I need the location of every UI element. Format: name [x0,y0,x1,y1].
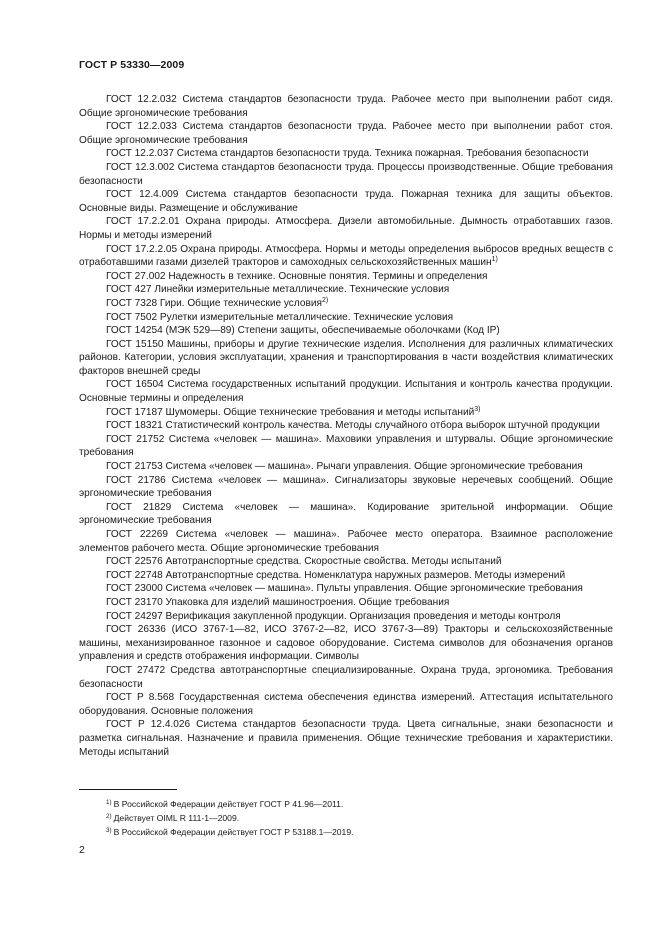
footnote-text: Действует OIML R 111-1—2009. [113,812,240,823]
reference-item [79,324,613,338]
footnote-item [106,826,353,840]
reference-item [79,569,613,583]
footnote-marker: 2) [321,296,329,304]
reference-text: ГОСТ 22269 Система «человек — машина». Рабочее место оператора. Взаимное расположение элементов рабочего места. Общие эргономические требования [79,529,613,554]
reference-text: ГОСТ 12.3.002 Система стандартов безопасности труда. Процессы производственные. Общие требования безопасности [79,161,613,187]
reference-item [79,311,613,325]
reference-item [79,188,613,215]
reference-text: ГОСТ 14254 (МЭК 529—89) Степени защиты, обеспечиваемые оболочками (Код IP) [106,325,500,337]
footnote-marker: 2) [106,812,112,820]
reference-item [79,528,613,555]
reference-text: ГОСТ 12.4.009 Система стандартов безопасности труда. Пожарная техника для защиты объектов. Основные виды. Размещение и обслуживание [79,189,613,214]
reference-text: ГОСТ 7502 Рулетки измерительные металлические. Технические условия [106,311,454,323]
reference-text: ГОСТ 23000 Система «человек — машина». Пульты управления. Общие эргономические требования [106,583,583,595]
reference-item [79,718,613,759]
reference-item [79,433,613,460]
reference-item [79,378,613,405]
reference-text: ГОСТ 427 Линейки измерительные металлические. Технические условия [106,284,450,296]
reference-text: ГОСТ 7328 Гири. Общие технические условия [106,297,322,309]
reference-item [79,582,613,596]
reference-item [79,338,613,379]
footnote-item [106,798,353,812]
reference-text: ГОСТ 12.2.032 Система стандартов безопасности труда. Рабочее место при выполнении работ сидя. Общие эргономические требования [79,94,613,119]
reference-item [79,120,613,147]
reference-text: ГОСТ 26336 (ИСО 3767-1—82, ИСО 3767-2—82, ИСО 3767-3—89) Тракторы и сельскохозяйственные машины, механизированное газонное и садовое оборудование. Система символов для обозначения органов управления и средств отображения информации. Символы [79,624,613,663]
reference-text: ГОСТ 21753 Система «человек — машина». Рычаги управления. Общие эргономические требования [106,461,583,473]
reference-text: ГОСТ 16504 Система государственных испытаний продукции. Испытания и контроль качества продукции. Основные термины и определения [79,379,613,405]
reference-item [79,419,613,433]
reference-item [79,555,613,569]
reference-item [79,623,613,664]
reference-text: ГОСТ 27472 Средства автотранспортные специализированные. Охрана труда, эргономика. Требования безопасности [79,664,613,690]
reference-item [79,243,613,270]
footnote-text: В Российской Федерации действует ГОСТ Р 53188.1—2019. [113,826,354,837]
reference-item [79,147,613,161]
reference-item [79,474,613,501]
reference-text: ГОСТ 17187 Шумомеры. Общие технические требования и методы испытаний [106,406,475,418]
reference-item [79,161,613,188]
reference-item [79,460,613,474]
reference-text: ГОСТ 12.2.033 Система стандартов безопасности труда. Рабочее место при выполнении работ стоя. Общие эргономические требования [79,121,613,146]
reference-item [79,664,613,691]
reference-item [79,501,613,528]
reference-text: ГОСТ 23170 Упаковка для изделий машиностроения. Общие требования [106,596,450,608]
reference-item [79,215,613,242]
reference-text: ГОСТ 27.002 Надежность в технике. Основные понятия. Термины и определения [106,270,488,282]
footnote-marker: 3) [106,826,112,834]
reference-text: ГОСТ Р 12.4.026 Система стандартов безопасности труда. Цвета сигнальные, знаки безопасности и разметка сигнальная. Назначение и правила применения. Общие технические требования и характеристики. Методы испытаний [79,719,613,758]
reference-text: ГОСТ 22748 Автотранспортные средства. Номенклатура наружных размеров. Методы измерений [106,569,566,581]
normative-references-list [79,93,613,759]
reference-text: ГОСТ 21752 Система «человек — машина». Маховики управления и штурвалы. Общие эргономические требования [79,433,613,459]
reference-text: ГОСТ 17.2.2.01 Охрана природы. Атмосфера. Дизели автомобильные. Дымность отработавших газов. Нормы и методы измерений [79,216,613,241]
page-number: 2 [79,844,85,856]
footnotes-list [106,798,353,839]
reference-item [79,270,613,284]
reference-text: ГОСТ 15150 Машины, приборы и другие технические изделия. Исполнения для различных климатических районов. Категории, условия эксплуатации, хранения и транспортирования в части воздействия климатических факторов внешней среды [79,338,613,377]
document-header: ГОСТ Р 53330—2009 [79,59,185,71]
reference-item [79,610,613,624]
reference-item [79,283,613,297]
reference-item [79,406,613,420]
reference-text: ГОСТ 21829 Система «человек — машина». Кодирование зрительной информации. Общие эргономические требования [79,501,613,527]
reference-text: ГОСТ Р 8.568 Государственная система обеспечения единства измерений. Аттестация испытательного оборудования. Основные положения [79,692,613,717]
footnote-marker: 1) [491,256,498,264]
reference-item [79,596,613,610]
reference-text: ГОСТ 18321 Статистический контроль качества. Методы случайного отбора выборок штучной продукции [106,420,600,432]
footnote-item [106,812,353,826]
reference-text: ГОСТ 24297 Верификация закупленной продукции. Организация проведения и методы контроля [106,610,561,622]
reference-text: ГОСТ 17.2.2.05 Охрана природы. Атмосфера. Нормы и методы определения выбросов вредных веществ с отработавшими газами дизелей тракторов и самоходных сельскохозяйственных машин [79,243,613,269]
reference-item [79,691,613,718]
reference-text: ГОСТ 21786 Система «человек — машина». Сигнализаторы звуковые неречевых сообщений. Общие эргономические требования [79,474,613,500]
footnote-marker: 1) [106,799,112,806]
reference-item [79,297,613,311]
footnote-separator [79,789,177,790]
footnote-marker: 3) [474,405,481,413]
footnote-text: В Российской Федерации действует ГОСТ Р 41.96—2011. [113,799,344,809]
reference-item [79,93,613,120]
reference-text: ГОСТ 22576 Автотранспортные средства. Скоростные свойства. Методы испытаний [106,556,502,568]
reference-text: ГОСТ 12.2.037 Система стандартов безопасности труда. Техника пожарная. Требования безопасности [106,148,589,160]
